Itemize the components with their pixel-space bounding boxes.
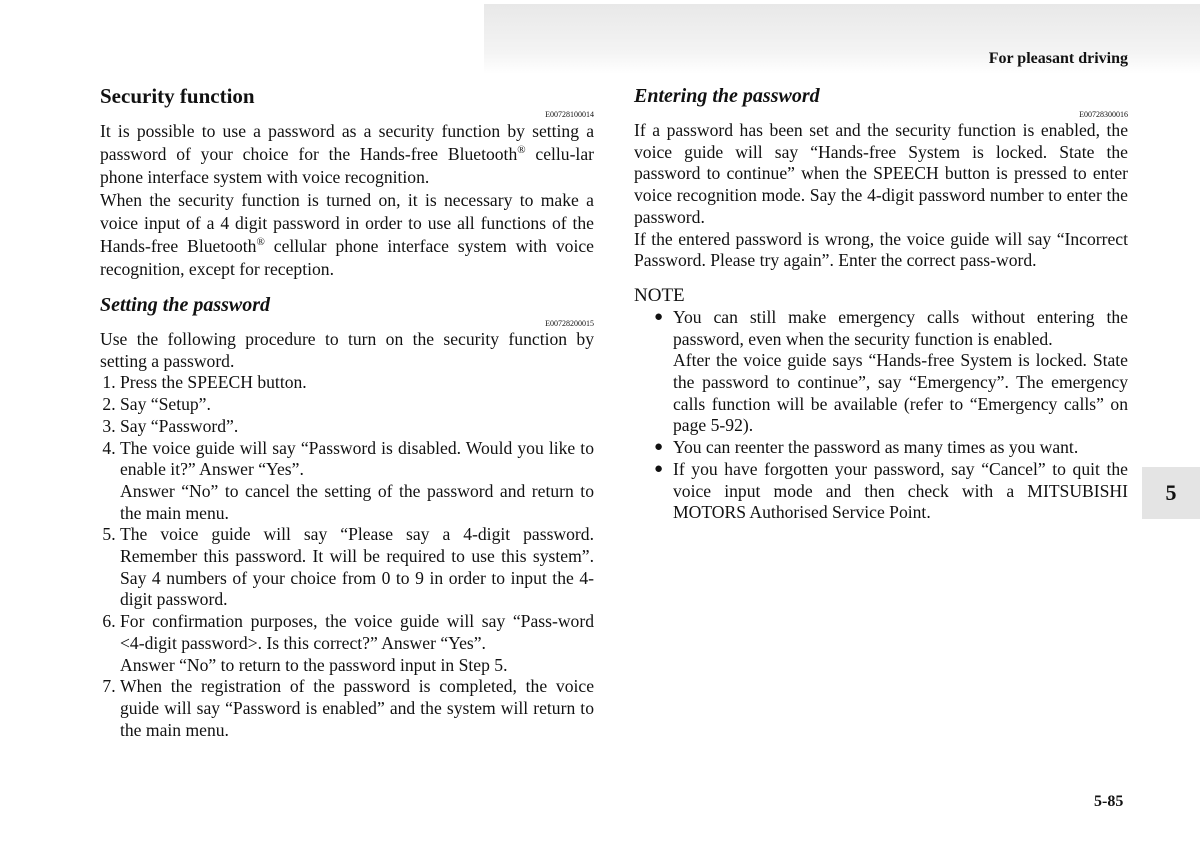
list-item: 7. When the registration of the password is completed, the voice guide will say “Password is enabled” and the system will return to the main menu. [120,676,594,741]
section-title: Security function [100,84,255,108]
reference-code: E00728200015 [545,319,594,328]
subsection-title: Entering the password [634,85,820,107]
paragraph: If a password has been set and the security function is enabled, the voice guide will say “Hands-free System is locked. State the password to continue” when the SPEECH button is pressed to enter voice recognition mode. Say the 4-digit password number to enter the password. [634,120,1128,227]
list-item: 5. The voice guide will say “Please say a 4-digit password. Remember this password. It will be required to use this system”. Say 4 numbers of your choice from 0 to 9 in order to input the 4-digit password. [120,524,594,611]
chapter-tab: 5 [1142,467,1200,519]
reference-code: E00728300016 [1079,110,1128,119]
note-heading: NOTE [634,284,685,306]
list-item: ● You can still make emergency calls without entering the password, even when the security function is enabled. After the voice guide says “Hands-free System is locked. State the password to continue”, say “Emergency”. The emergency calls function will be available (refer to “Emergency calls” on page 5-92). [654,307,1128,437]
note-list [634,307,1128,524]
list-item: ● If you have forgotten your password, say “Cancel” to quit the voice input mode and then check with a MITSUBISHI MOTORS Authorised Service Point. [654,459,1128,524]
list-item: 1. Press the SPEECH button. [120,372,594,394]
list-item: 4. The voice guide will say “Password is disabled. Would you like to enable it?” Answer “Yes”. Answer “No” to cancel the setting of the password and return to the main menu. [120,438,594,525]
list-item: 6. For confirmation purposes, the voice guide will say “Pass-word <4-digit password>. Is this correct?” Answer “Yes”. Answer “No” to return to the password input in Step 5. [120,611,594,676]
paragraph: It is possible to use a password as a security function by setting a password of your choice for the Hands-free Bluetooth® cellu-lar phone interface system with voice recognition. [100,121,594,187]
list-item: ● You can reenter the password as many times as you want. [654,437,1128,459]
list-item: 2. Say “Setup”. [120,394,594,416]
reference-code: E00728100014 [545,110,594,119]
section-label: For pleasant driving [988,50,1128,67]
registered-mark: ® [517,144,526,157]
procedure-steps [100,372,594,741]
list-item: 3. Say “Password”. [120,416,594,438]
page-number: 5-85 [1094,793,1124,810]
paragraph: When the security function is turned on, it is necessary to make a voice input of a 4 digit password in order to use all functions of the Hands-free Bluetooth® cellular phone interface system with voice recognition, except for reception. [100,190,594,279]
right-column [634,82,1128,524]
registered-mark: ® [256,236,265,249]
subsection-title: Setting the password [100,294,271,316]
left-column [100,82,594,741]
paragraph: If the entered password is wrong, the voice guide will say “Incorrect Password. Please try again”. Enter the correct pass-word. [634,228,1128,271]
paragraph: Use the following procedure to turn on the security function by setting a password. [100,329,594,371]
